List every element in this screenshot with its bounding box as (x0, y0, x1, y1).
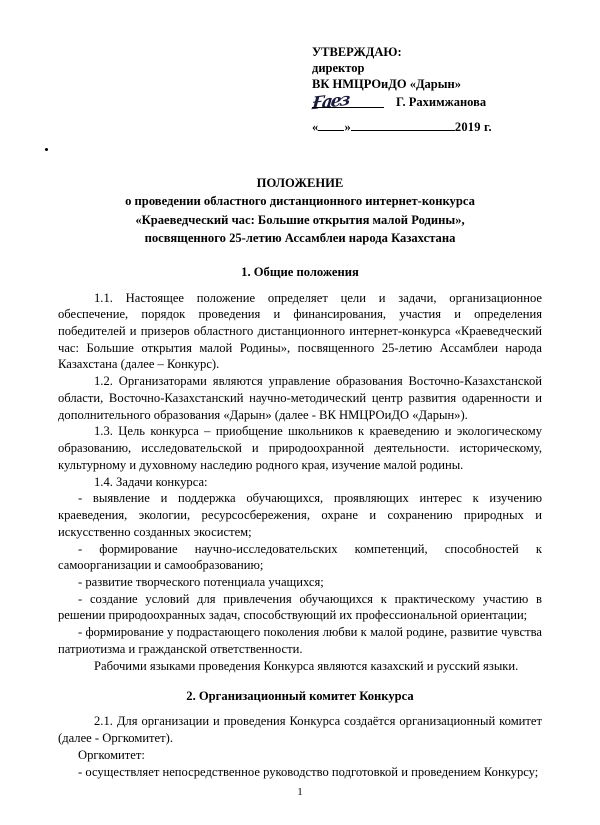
approval-organization: ВК НМЦРОиДО «Дарын» (312, 77, 461, 91)
paragraph-1-2: 1.2. Организаторами являются управление образования Восточно-Казахстанской области, Восточно-Казахстанский научно-методический центр развития одаренности и дополнительного образования «Дарын» (далее - ВК НМЦРОиДО «Дарын»). (58, 374, 542, 422)
section-heading-2: 2. Организационный комитет Конкурса (186, 689, 414, 704)
approval-heading: УТВЕРЖДАЮ: (312, 45, 402, 59)
approval-block (312, 44, 542, 135)
date-day-blank (318, 130, 344, 131)
title-line-3: «Краеведческий час: Большие открытия малой Родины», (135, 212, 465, 227)
signature-line (312, 107, 384, 108)
bullet-1-2: - формирование научно-исследовательских компетенций, способностей к самоорганизации и самообразованию; (58, 541, 542, 573)
paragraph-1-1: 1.1. Настоящее положение определяет цели и задачи, организационное обеспечение, порядок проведения и финансирования, участия и определения победителей и призеров областного дистанционного интернет-конкурса «Краеведческий час: Большие открытия малой Родины», посвященного 25-летию Ассамблеи народа Казахстана (далее – Конкурс). (58, 290, 542, 372)
paragraph-2-orgcom-label: Оргкомитет: (78, 747, 145, 762)
page-number: 1 (297, 786, 303, 798)
date-month-blank (351, 130, 455, 131)
bullet-1-1: - выявление и поддержка обучающихся, проявляющих интерес к изучению краеведения, экологии, ресурсосбережения, охране и сохранению природных и искусственно созданных экосистем; (58, 491, 542, 539)
paragraph-1-closing: Рабочими языками проведения Конкурса являются казахский и русский языки. (94, 658, 519, 673)
bullet-1-3: - развитие творческого потенциала учащихся; (78, 574, 324, 589)
signature-row (311, 89, 542, 115)
date-quote-close: » (344, 120, 351, 134)
bullet-1-4: - создание условий для привлечения обучающихся к практическому участию в решении природоохранных задач, способствующий их профессиональной ориентации; (58, 591, 542, 623)
handwritten-signature: Ғаез (311, 89, 350, 115)
paragraph-2-1: 2.1. Для организации и проведения Конкурса создаётся организационный комитет (далее - Оргкомитет). (58, 714, 542, 746)
title-line-4: посвященного 25-летию Ассамблеи народа Казахстана (144, 231, 456, 246)
stray-ink-mark (45, 148, 48, 151)
approval-position: директор (312, 61, 365, 75)
paragraph-1-4: 1.4. Задачи конкурса: (94, 474, 208, 489)
signer-name: Г. Рахимжанова (396, 95, 487, 109)
date-quote-open: « (312, 120, 319, 134)
bullet-2-1: - осуществляет непосредственное руководство подготовкой и проведением Конкурсу; (78, 764, 539, 779)
title-line-2: о проведении областного дистанционного интернет-конкурса (125, 194, 475, 209)
bullet-1-5: - формирование у подрастающего поколения любви к малой родине, развитие чувства патриотизма и гражданской ответственности. (58, 625, 542, 656)
document-title (58, 175, 542, 248)
date-row (312, 119, 542, 135)
section-heading-1: 1. Общие положения (241, 264, 359, 279)
title-line-1: ПОЛОЖЕНИЕ (256, 176, 344, 190)
date-year: 2019 г. (454, 120, 492, 134)
document-content (58, 44, 542, 780)
paragraph-1-3: 1.3. Цель конкурса – приобщение школьников к краеведению и экологическому образованию, исследовательской и природоохранной деятельности. историческому, культурному и духовному наследию родного края, изучение малой родины. (58, 424, 542, 472)
